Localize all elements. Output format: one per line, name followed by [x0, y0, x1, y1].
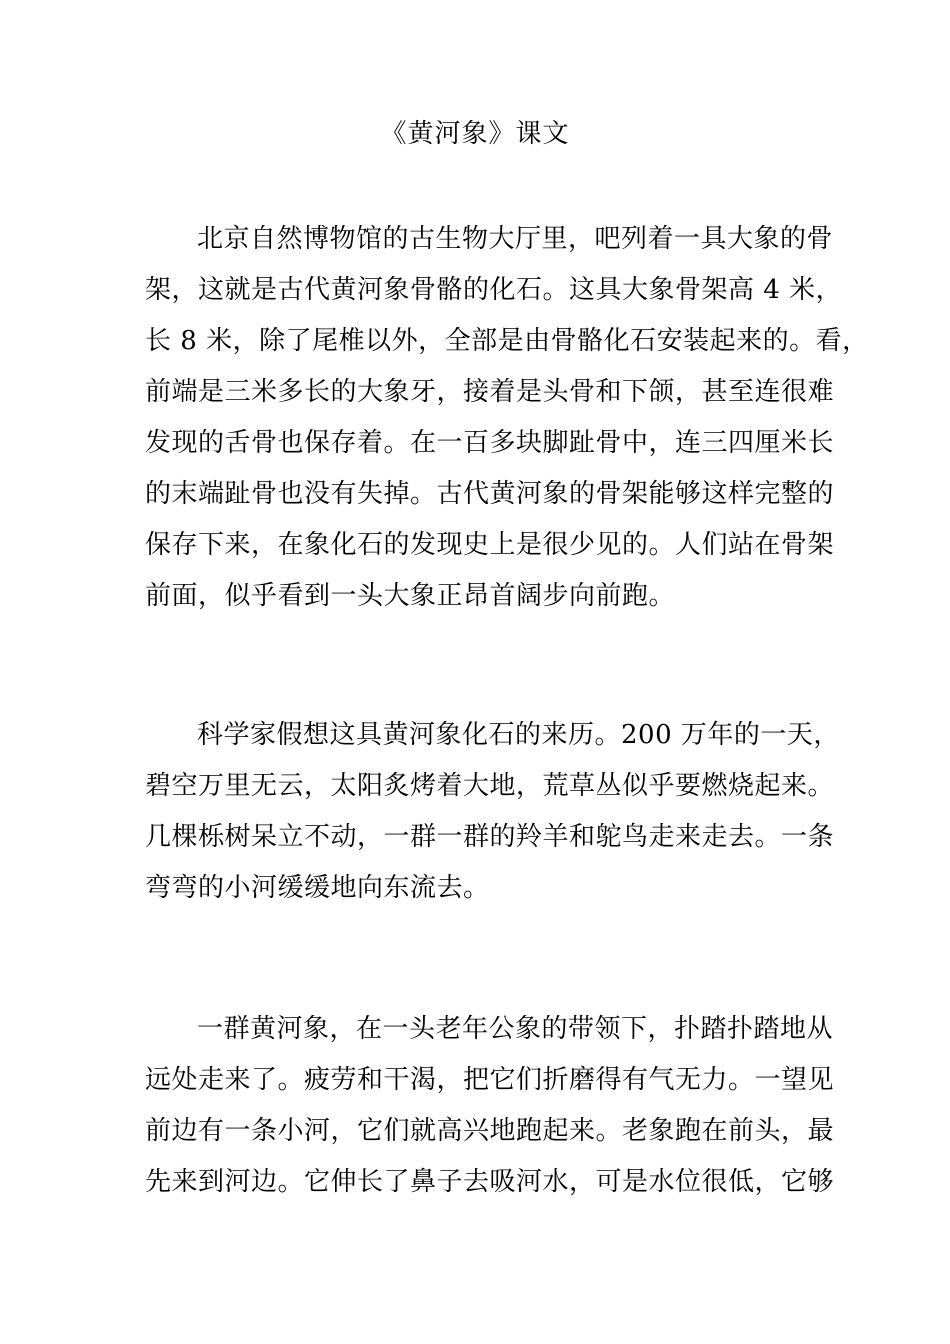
text-line: 保存下来，在象化石的发现史上是很少见的。人们站在骨架: [145, 530, 835, 560]
text-line: 碧空万里无云，太阳炙烤着大地，荒草丛似乎要燃烧起来。: [145, 771, 835, 801]
text-line: 长 8 米，除了尾椎以外，全部是由骨骼化石安装起来的。看，: [145, 326, 869, 356]
text-line: 弯弯的小河缓缓地向东流去。: [145, 873, 490, 903]
paragraph-1: [145, 214, 869, 622]
paragraph-3: [145, 1004, 835, 1208]
text-line: 前端是三米多长的大象牙，接着是头骨和下颌，甚至连很难: [145, 377, 835, 407]
text-line: 先来到河边。它伸长了鼻子去吸河水，可是水位很低，它够: [145, 1167, 835, 1197]
text-line: 科学家假想这具黄河象化石的来历。200 万年的一天，: [197, 720, 840, 750]
text-line: 前面，似乎看到一头大象正昂首阔步向前跑。: [145, 581, 676, 611]
text-line: 一群黄河象，在一头老年公象的带领下，扑踏扑踏地从: [197, 1014, 834, 1044]
text-line: 远处走来了。疲劳和干渴，把它们折磨得有气无力。一望见: [145, 1065, 835, 1095]
document-title: 《黄河象》课文: [380, 119, 570, 149]
text-line: 北京自然博物馆的古生物大厅里，吧列着一具大象的骨: [197, 224, 834, 254]
text-line: 几棵栎树呆立不动，一群一群的羚羊和鸵鸟走来走去。一条: [145, 822, 835, 852]
paragraph-2: [145, 710, 840, 914]
text-line: 前边有一条小河，它们就高兴地跑起来。老象跑在前头，最: [145, 1116, 835, 1146]
text-line: 的末端趾骨也没有失掉。古代黄河象的骨架能够这样完整的: [145, 479, 835, 509]
text-line: 发现的舌骨也保存着。在一百多块脚趾骨中，连三四厘米长: [145, 428, 835, 458]
text-line: 架，这就是古代黄河象骨骼的化石。这具大象骨架高 4 米，: [145, 275, 843, 305]
